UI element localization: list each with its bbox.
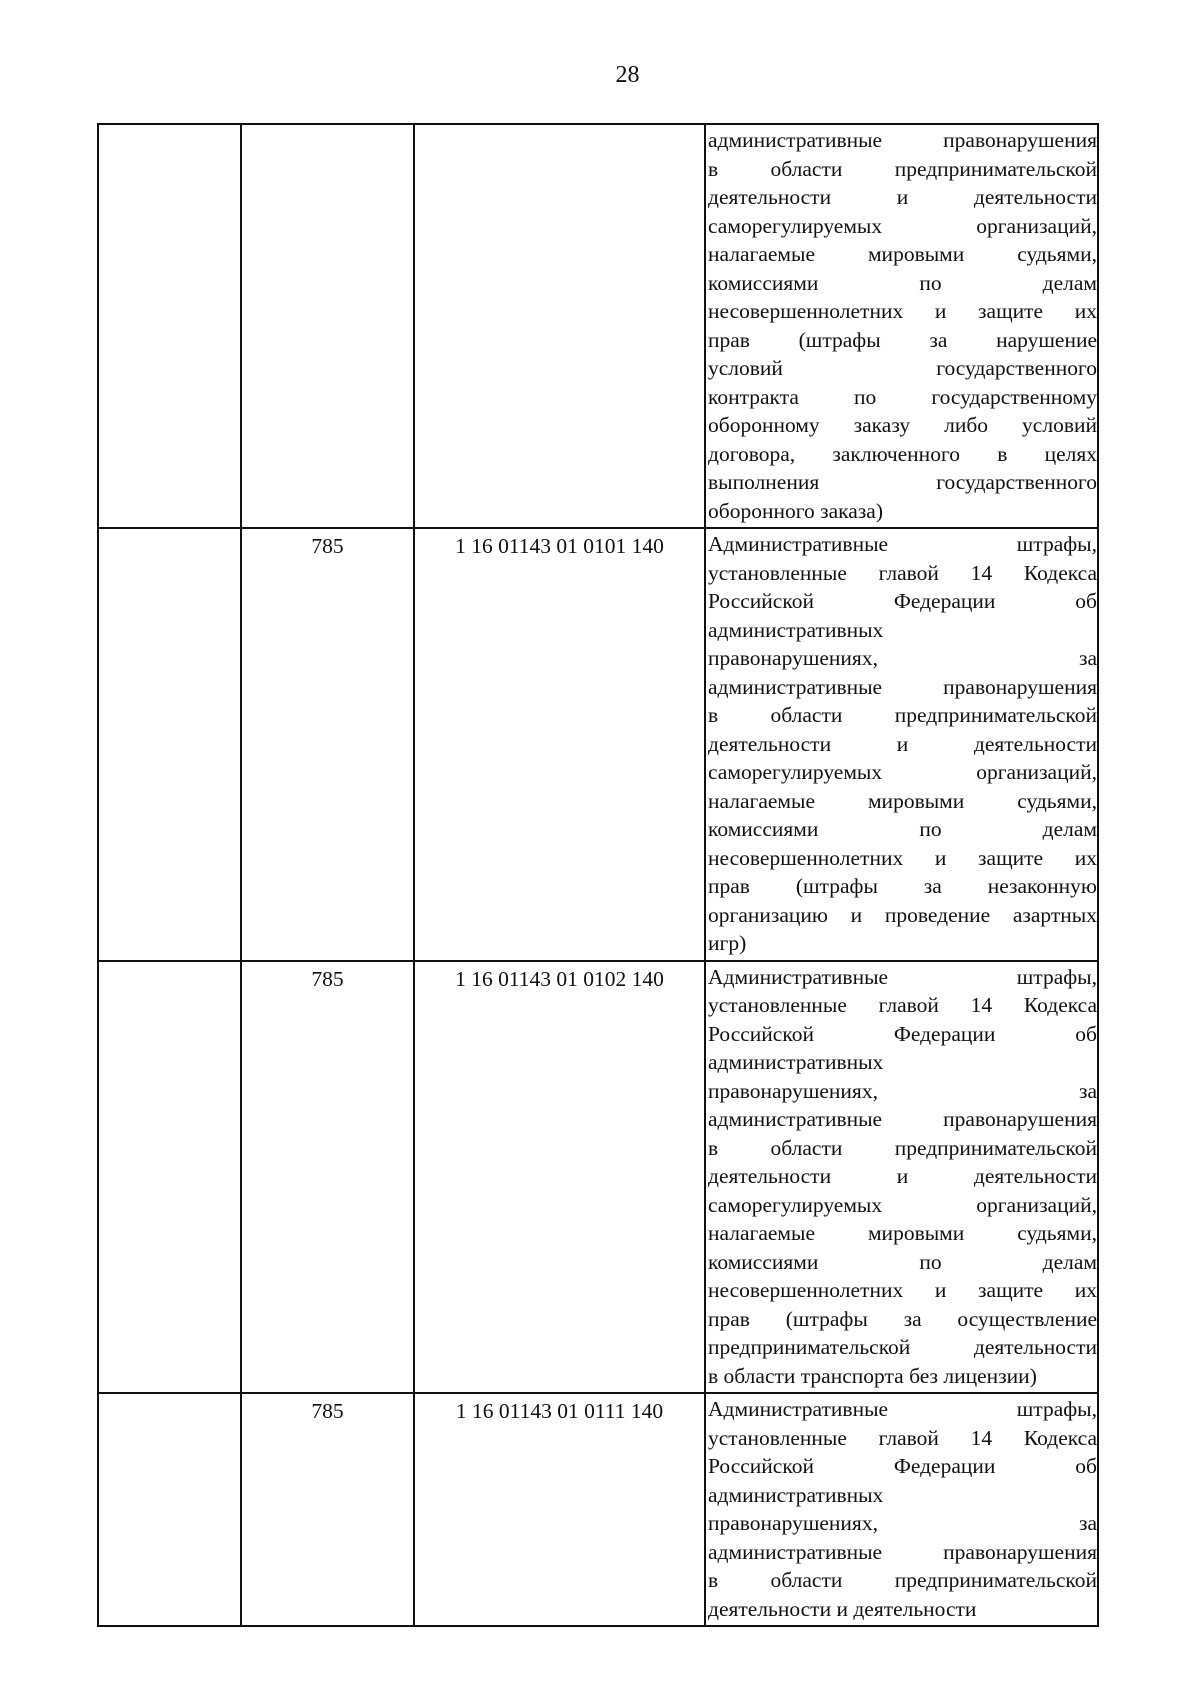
table-body [98, 124, 1098, 1626]
description-line: административных [708, 617, 884, 642]
description-line: саморегулируемых организаций, [708, 760, 1097, 784]
description-line: деятельности и деятельности [708, 1164, 1097, 1188]
description-line: в области транспорта без лицензии) [708, 1363, 1037, 1388]
description-line: административные правонарушения [708, 128, 1097, 152]
description-line: установленные главой 14 Кодекса [708, 560, 1097, 585]
description-line: саморегулируемых организаций, [708, 1192, 1097, 1217]
description-line: правонарушениях, за [708, 646, 1097, 670]
description-line: установленные главой 14 Кодекса [708, 993, 1097, 1017]
table-row [98, 961, 1098, 1394]
description-line: в области предпринимательской [708, 1568, 1097, 1592]
description-line: Административные штрафы, [708, 964, 1097, 989]
description-line: комиссиями по делам [708, 1249, 1097, 1274]
description-line: договора, заключенного в целях [708, 441, 1097, 466]
description-line: Российской Федерации об [708, 1454, 1097, 1478]
description-line: несовершеннолетних и защите их [708, 1278, 1097, 1302]
description-line: налагаемые мировыми судьями, [708, 1221, 1097, 1245]
description-cell [705, 1393, 1098, 1626]
description-cell [705, 124, 1098, 528]
budget-classification-code-cell: 1 16 01143 01 0111 140 [414, 1393, 705, 1626]
description-line: административные правонарушения [708, 674, 1097, 699]
description-line: условий государственного [708, 356, 1097, 380]
description-line: прав (штрафы за незаконную [708, 874, 1097, 898]
description-line: в области предпринимательской [708, 1135, 1097, 1160]
description-line: деятельности и деятельности [708, 731, 1097, 756]
description-line: в области предпринимательской [708, 703, 1097, 727]
description-line: административных [708, 1050, 884, 1074]
description-line: деятельности и деятельности [708, 185, 1097, 209]
description-line: деятельности и деятельности [708, 1596, 977, 1621]
description-line: административных [708, 1482, 884, 1507]
table-row [98, 1393, 1098, 1626]
description-line: Российской Федерации об [708, 1021, 1097, 1046]
description-line: прав (штрафы за осуществление [708, 1306, 1097, 1331]
description-line: в области предпринимательской [708, 156, 1097, 181]
budget-codes-table [97, 123, 1099, 1627]
description-line: административные правонарушения [708, 1539, 1097, 1564]
description-cell [705, 528, 1098, 961]
empty-cell [98, 1393, 241, 1626]
description-line: установленные главой 14 Кодекса [708, 1425, 1097, 1450]
description-line: комиссиями по делам [708, 270, 1097, 295]
budget-classification-code-cell: 1 16 01143 01 0102 140 [414, 961, 705, 1394]
table-row [98, 528, 1098, 961]
description-line: налагаемые мировыми судьями, [708, 242, 1097, 266]
description-line: Административные штрафы, [708, 1397, 1097, 1421]
description-line: выполнения государственного [708, 470, 1097, 494]
description-line: налагаемые мировыми судьями, [708, 788, 1097, 813]
budget-classification-code-cell: 1 16 01143 01 0101 140 [414, 528, 705, 961]
description-line: прав (штрафы за нарушение [708, 327, 1097, 352]
description-line: контракта по государственному [708, 384, 1097, 409]
empty-cell [98, 124, 241, 528]
budget-classification-code-cell [414, 124, 705, 528]
description-line: несовершеннолетних и защите их [708, 845, 1097, 870]
description-cell [705, 961, 1098, 1394]
page-number: 28 [615, 62, 640, 88]
description-line: Административные штрафы, [708, 532, 1097, 556]
description-line: несовершеннолетних и защите их [708, 299, 1097, 323]
description-line: комиссиями по делам [708, 817, 1097, 841]
empty-cell [98, 528, 241, 961]
description-line: оборонного заказа) [708, 498, 884, 523]
administrator-code-cell: 785 [241, 961, 414, 1394]
administrator-code-cell [241, 124, 414, 528]
description-line: предпринимательской деятельности [708, 1335, 1097, 1359]
description-line: саморегулируемых организаций, [708, 213, 1097, 238]
description-line: административные правонарушения [708, 1107, 1097, 1131]
administrator-code-cell: 785 [241, 1393, 414, 1626]
description-line: организацию и проведение азартных [708, 902, 1097, 927]
description-line: Российской Федерации об [708, 589, 1097, 613]
description-line: правонарушениях, за [708, 1511, 1097, 1535]
administrator-code-cell: 785 [241, 528, 414, 961]
description-line: игр) [708, 931, 747, 955]
description-line: оборонному заказу либо условий [708, 413, 1097, 437]
table-row [98, 124, 1098, 528]
description-line: правонарушениях, за [708, 1078, 1097, 1103]
empty-cell [98, 961, 241, 1394]
